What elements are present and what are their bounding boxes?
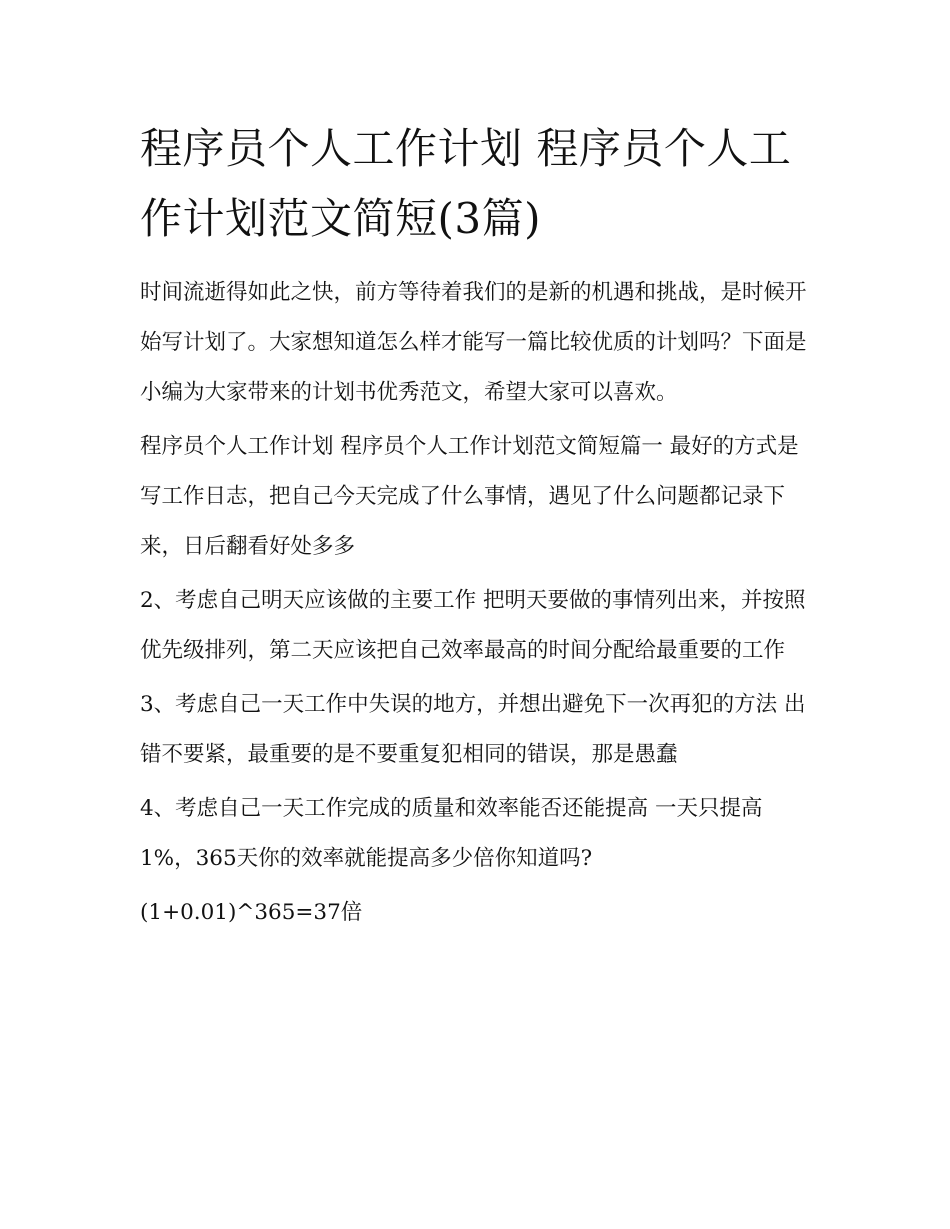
- document-body: [140, 114, 812, 942]
- point-two-paragraph: 2、考虑自己明天应该做的主要工作 把明天要做的事情列出来，并按照优先级排列，第二天应该把自己效率最高的时间分配给最重要的工作: [140, 588, 806, 663]
- formula-paragraph: (1+0.01)^365=37倍: [140, 900, 363, 925]
- point-four-paragraph: 4、考虑自己一天工作完成的质量和效率能否还能提高 一天只提高1%，365天你的效率就能提高多少倍你知道吗?: [140, 796, 763, 871]
- section-one-paragraph: 程序员个人工作计划 程序员个人工作计划范文简短篇一 最好的方式是写工作日志，把自己今天完成了什么事情，遇见了什么问题都记录下来，日后翻看好处多多: [140, 434, 799, 559]
- point-three-paragraph: 3、考虑自己一天工作中失误的地方，并想出避免下一次再犯的方法 出错不要紧，最重要的是不要重复犯相同的错误，那是愚蠢: [140, 692, 806, 767]
- document-title: 程序员个人工作计划 程序员个人工作计划范文简短(3篇): [140, 124, 792, 243]
- intro-paragraph: 时间流逝得如此之快，前方等待着我们的是新的机遇和挑战，是时候开始写计划了。大家想知道怎么样才能写一篇比较优质的计划吗？下面是小编为大家带来的计划书优秀范文，希望大家可以喜欢。: [140, 280, 807, 405]
